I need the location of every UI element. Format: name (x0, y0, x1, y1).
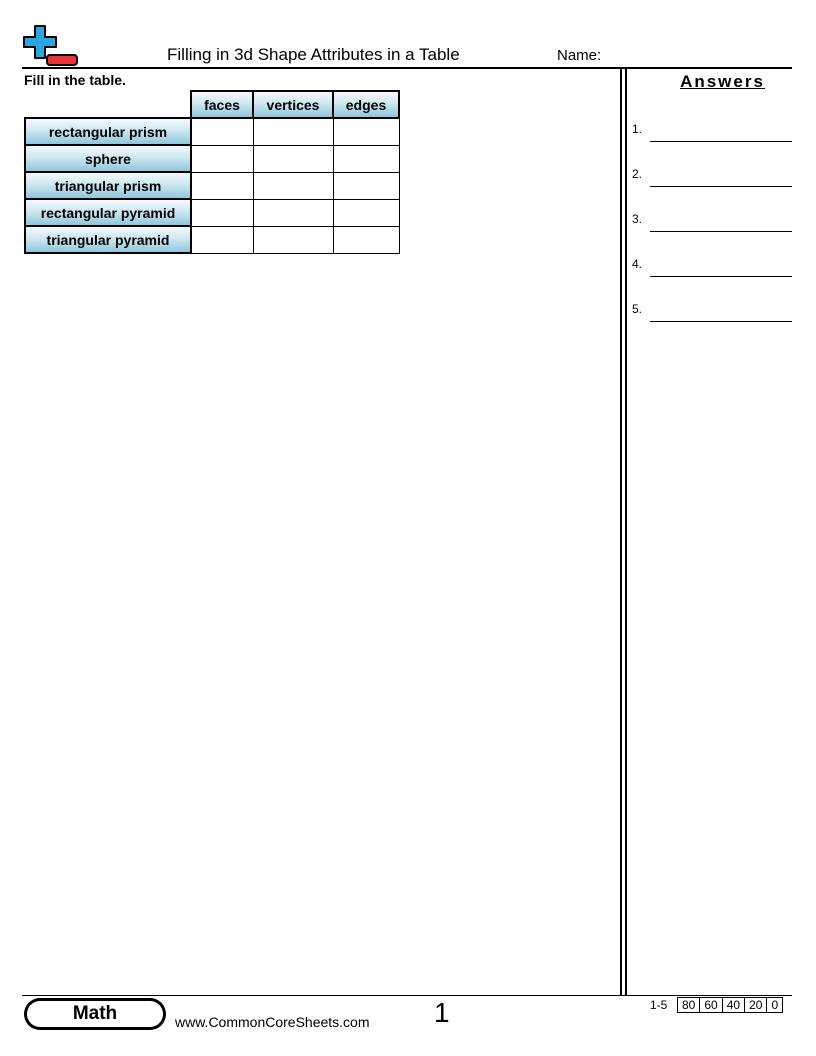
answer-number: 4. (632, 257, 643, 271)
answer-blank (650, 321, 792, 322)
table-row (25, 145, 399, 172)
answer-cell[interactable] (253, 118, 333, 145)
answer-number: 2. (632, 167, 643, 181)
footer-rule (22, 995, 792, 996)
answer-line-3[interactable] (632, 212, 792, 232)
answer-blank (650, 276, 792, 277)
table-corner (25, 91, 191, 118)
table-row (25, 199, 399, 226)
worksheet-title: Filling in 3d Shape Attributes in a Table (167, 45, 460, 64)
column-header-vertices: vertices (253, 91, 333, 118)
answer-cell[interactable] (253, 199, 333, 226)
table-row (25, 118, 399, 145)
row-header-rectangular-pyramid: rectangular pyramid (25, 199, 191, 226)
score-cell: 20 (745, 998, 767, 1013)
column-divider (625, 68, 627, 996)
answer-cell[interactable] (333, 118, 399, 145)
answer-cell[interactable] (253, 172, 333, 199)
score-cell: 40 (722, 998, 744, 1013)
column-header-edges: edges (333, 91, 399, 118)
answer-blank (650, 141, 792, 142)
answer-line-4[interactable] (632, 257, 792, 277)
answer-cell[interactable] (191, 118, 253, 145)
website-link[interactable]: www.CommonCoreSheets.com (175, 1014, 370, 1030)
table-row (25, 172, 399, 199)
subject-label: Math (27, 1001, 163, 1027)
answer-cell[interactable] (333, 172, 399, 199)
column-header-faces: faces (191, 91, 253, 118)
answer-line-2[interactable] (632, 167, 792, 187)
score-row (678, 998, 783, 1013)
score-table (677, 997, 783, 1013)
score-range: 1-5 (650, 998, 668, 1012)
page-number: 1 (434, 997, 450, 1028)
answer-cell[interactable] (333, 199, 399, 226)
plus-minus-logo-icon (22, 24, 80, 68)
instructions: Fill in the table. (24, 72, 126, 88)
header-rule (22, 67, 792, 69)
answer-blank (650, 186, 792, 187)
answer-cell[interactable] (191, 226, 253, 253)
answer-cell[interactable] (191, 199, 253, 226)
answer-cell[interactable] (333, 145, 399, 172)
answer-cell[interactable] (191, 172, 253, 199)
answer-number: 1. (632, 122, 643, 136)
answer-line-1[interactable] (632, 122, 792, 142)
column-divider (620, 68, 622, 996)
answer-number: 5. (632, 302, 643, 316)
answer-cell[interactable] (253, 145, 333, 172)
shape-attributes-table (24, 90, 400, 254)
row-header-triangular-prism: triangular prism (25, 172, 191, 199)
row-header-rectangular-prism: rectangular prism (25, 118, 191, 145)
row-header-triangular-pyramid: triangular pyramid (25, 226, 191, 253)
answer-number: 3. (632, 212, 643, 226)
table-header-row (25, 91, 399, 118)
answer-cell[interactable] (191, 145, 253, 172)
answer-blank (650, 231, 792, 232)
row-header-sphere: sphere (25, 145, 191, 172)
score-cell: 0 (767, 998, 783, 1013)
table-row (25, 226, 399, 253)
name-label: Name: (557, 47, 602, 64)
score-cell: 60 (700, 998, 722, 1013)
score-cell: 80 (678, 998, 700, 1013)
answer-cell[interactable] (253, 226, 333, 253)
answer-line-5[interactable] (632, 302, 792, 322)
answers-heading: Answers (680, 72, 765, 91)
subject-badge (24, 998, 166, 1030)
answer-cell[interactable] (333, 226, 399, 253)
